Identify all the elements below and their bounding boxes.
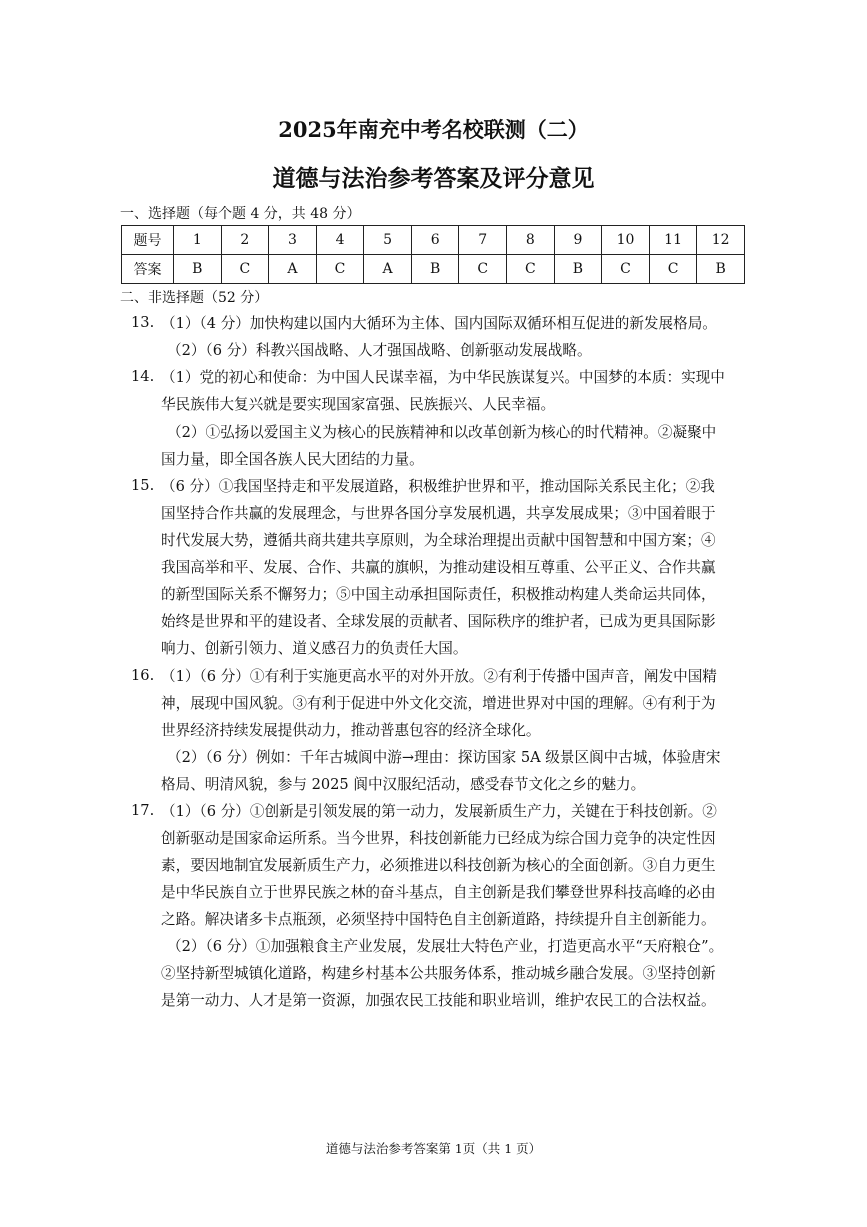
answer-line: 的新型国际关系不懈努力；⑤中国主动承担国际责任，积极推动构建人类命运共同体， [161, 586, 716, 603]
answer-line: （2）（6 分）例如：千年古城阆中游→理由：探访国家 5A 级景区阆中古城，体验唐宋 [167, 749, 721, 766]
answer-line: （1）（6 分）①有利于实施更高水平的对外开放。②有利于传播中国声音，阐发中国精 [161, 668, 717, 685]
table-cell: C [602, 255, 650, 284]
question-number: 17. [131, 802, 155, 819]
table-cell: B [554, 255, 602, 284]
answer-line: 之路。解决诸多卡点瓶颈，必须坚持中国特色自主创新道路，持续提升自主创新能力。 [161, 911, 716, 928]
section-heading-nonchoice: 二、非选择题（52 分） [120, 290, 269, 306]
answer-table [121, 225, 745, 284]
table-cell: C [649, 255, 697, 284]
table-cell: B [697, 255, 745, 284]
answer-line: 华民族伟大复兴就是要实现国家富强、民族振兴、人民幸福。 [161, 396, 556, 413]
answer-line: 创新驱动是国家命运所系。当今世界，科技创新能力已经成为综合国力竞争的决定性因 [161, 830, 716, 847]
question-number: 13. [131, 314, 155, 331]
table-row-answers [122, 255, 745, 284]
question-number: 15. [131, 477, 155, 494]
table-cell: 7 [459, 226, 507, 255]
answer-line: 是中华民族自立于世界民族之林的奋斗基点，自主创新是我们攀登世界科技高峰的必由 [161, 884, 716, 901]
row-label-answer: 答案 [122, 255, 174, 284]
answer-line: （2）（6 分）①加强粮食主产业发展，发展壮大特色产业，打造更高水平“天府粮仓”。 [167, 938, 724, 955]
page-subtitle: 道德与法治参考答案及评分意见 [272, 165, 595, 192]
table-cell: 8 [507, 226, 555, 255]
table-cell: B [411, 255, 459, 284]
table-cell: 3 [269, 226, 317, 255]
answer-line: 世界经济持续发展提供动力，推动普惠包容的经济全球化。 [161, 722, 541, 739]
answer-line: 神，展现中国风貌。③有利于促进中外文化交流，增进世界对中国的理解。④有利于为 [161, 695, 716, 712]
table-cell: 2 [221, 226, 269, 255]
table-cell: 11 [649, 226, 697, 255]
section-heading-choice: 一、选择题（每个题 4 分，共 48 分） [120, 206, 361, 222]
table-cell: A [269, 255, 317, 284]
question-number: 14. [131, 368, 155, 385]
page-title: 2025年南充中考名校联测（二） [278, 117, 589, 142]
answer-line: （6 分）①我国坚持走和平发展道路，积极维护世界和平，推动国际关系民主化；②我 [161, 478, 715, 495]
answer-line: （2）（6 分）科教兴国战略、人才强国战略、创新驱动发展战略。 [167, 342, 592, 359]
table-cell: C [221, 255, 269, 284]
row-label-number: 题号 [122, 226, 174, 255]
answer-line: 格局、明清风貌，参与 2025 阆中汉服纪活动，感受春节文化之乡的魅力。 [161, 776, 646, 793]
table-cell: B [174, 255, 222, 284]
answer-line: 国坚持合作共赢的发展理念，与世界各国分享发展机遇，共享发展成果；③中国着眼于 [161, 505, 716, 522]
table-cell: 12 [697, 226, 745, 255]
answer-line: 国力量，即全国各族人民大团结的力量。 [161, 451, 424, 468]
answer-line: （1）（6 分）①创新是引领发展的第一动力，发展新质生产力，关键在于科技创新。② [161, 803, 717, 820]
answer-line: 素，要因地制宜发展新质生产力，必须推进以科技创新为核心的全面创新。③自力更生 [161, 857, 716, 874]
table-cell: 5 [364, 226, 412, 255]
answer-line: （2）①弘扬以爱国主义为核心的民族精神和以改革创新为核心的时代精神。②凝聚中 [167, 424, 717, 441]
page-footer: 道德与法治参考答案第 1页（共 1 页） [325, 1141, 542, 1156]
table-cell: 6 [411, 226, 459, 255]
table-row-numbers [122, 226, 745, 255]
answer-line: 时代发展大势，遵循共商共建共享原则，为全球治理提出贡献中国智慧和中国方案；④ [161, 532, 716, 549]
table-cell: 9 [554, 226, 602, 255]
table-cell: A [364, 255, 412, 284]
table-cell: C [507, 255, 555, 284]
answer-line: 响力、创新引领力、道义感召力的负责任大国。 [161, 640, 468, 657]
question-number: 16. [131, 667, 155, 684]
answer-line: （1）（4 分）加快构建以国内大循环为主体、国内国际双循环相互促进的新发展格局。 [161, 315, 717, 332]
answer-line: （1）党的初心和使命：为中国人民谋幸福，为中华民族谋复兴。中国梦的本质：实现中 [161, 369, 725, 386]
table-cell: 4 [316, 226, 364, 255]
answer-line: 我国高举和平、发展、合作、共赢的旗帜，为推动建设相互尊重、公平正义、合作共赢 [161, 559, 716, 576]
table-cell: C [459, 255, 507, 284]
table-cell: C [316, 255, 364, 284]
table-cell: 1 [174, 226, 222, 255]
answer-line: 是第一动力、人才是第一资源，加强农民工技能和职业培训，维护农民工的合法权益。 [161, 992, 716, 1009]
table-cell: 10 [602, 226, 650, 255]
answer-line: ②坚持新型城镇化道路，构建乡村基本公共服务体系，推动城乡融合发展。③坚持创新 [161, 965, 716, 982]
answer-line: 始终是世界和平的建设者、全球发展的贡献者、国际秩序的维护者，已成为更具国际影 [161, 613, 716, 630]
